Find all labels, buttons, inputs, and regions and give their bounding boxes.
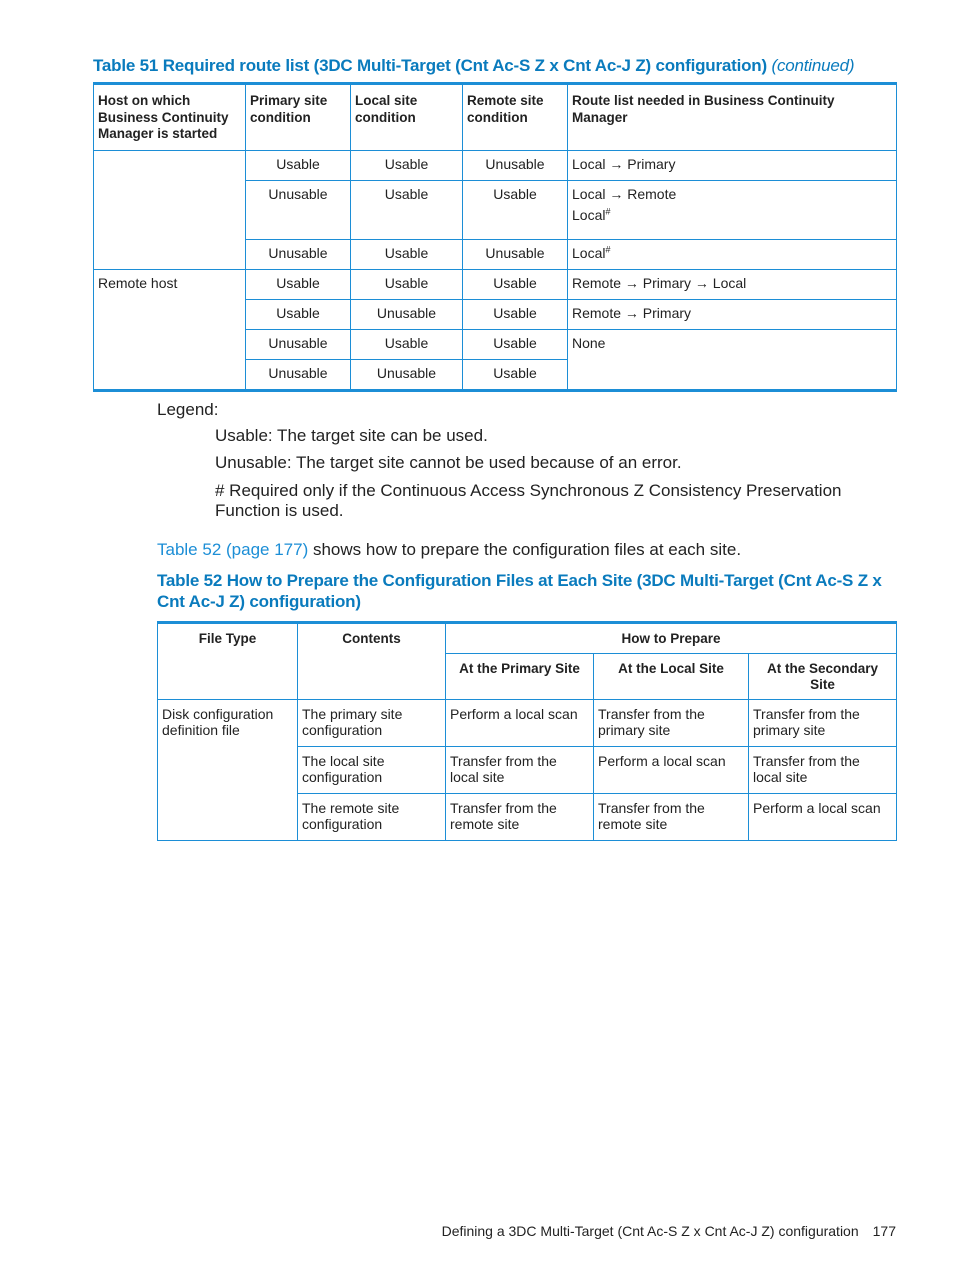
secondary-site-cell: Transfer from the primary site xyxy=(749,699,897,746)
prepare-config-table xyxy=(157,621,897,841)
header-route: Route list needed in Business Continuity Manager xyxy=(568,84,897,151)
local-cell: Usable xyxy=(351,270,463,300)
secondary-site-cell: Perform a local scan xyxy=(749,793,897,840)
local-cell: Usable xyxy=(351,151,463,181)
remote-cell: Usable xyxy=(463,360,568,391)
local-cell: Usable xyxy=(351,240,463,270)
local-site-cell: Transfer from the primary site xyxy=(594,699,749,746)
contents-cell: The remote site configuration xyxy=(298,793,446,840)
legend-unusable: Unusable: The target site cannot be used because of an error. xyxy=(215,453,682,472)
remote-cell: Usable xyxy=(463,270,568,300)
route-cell xyxy=(568,181,897,240)
route-line xyxy=(572,207,892,224)
footnote-mark: # xyxy=(605,244,611,255)
remote-cell: Usable xyxy=(463,300,568,330)
remote-cell: Unusable xyxy=(463,240,568,270)
header-local-site: At the Local Site xyxy=(594,653,749,699)
host-cell: Remote host xyxy=(94,270,246,391)
local-site-cell: Transfer from the remote site xyxy=(594,793,749,840)
route-list-table xyxy=(93,82,897,392)
header-primary-site: At the Primary Site xyxy=(446,653,594,699)
legend-title: Legend: xyxy=(157,400,219,419)
route-cell: Remote → Primary → Local xyxy=(568,270,897,300)
primary-cell: Unusable xyxy=(246,330,351,360)
file-type-cell: Disk configuration definition file xyxy=(158,699,298,840)
primary-cell: Usable xyxy=(246,300,351,330)
intro-paragraph xyxy=(157,540,741,560)
table-row xyxy=(94,270,897,300)
local-cell: Unusable xyxy=(351,360,463,391)
header-secondary-site: At the Secondary Site xyxy=(749,653,897,699)
table51-caption xyxy=(93,55,893,76)
primary-cell: Unusable xyxy=(246,181,351,240)
table-header-row xyxy=(158,623,897,654)
contents-cell: The local site configuration xyxy=(298,746,446,793)
page-footer xyxy=(442,1223,896,1239)
primary-site-cell: Perform a local scan xyxy=(446,699,594,746)
table-row xyxy=(94,151,897,181)
header-file-type: File Type xyxy=(158,623,298,700)
secondary-site-cell: Transfer from the local site xyxy=(749,746,897,793)
local-cell: Usable xyxy=(351,181,463,240)
primary-site-cell: Transfer from the remote site xyxy=(446,793,594,840)
legend-usable: Usable: The target site can be used. xyxy=(215,426,488,445)
page-number: 177 xyxy=(872,1223,896,1239)
table-row xyxy=(158,699,897,746)
primary-site-cell: Transfer from the local site xyxy=(446,746,594,793)
header-remote: Remote site condition xyxy=(463,84,568,151)
table51-caption-text: Table 51 Required route list (3DC Multi-Target (Cnt Ac-S Z x Cnt Ac-J Z) configuration) xyxy=(93,56,767,75)
header-host: Host on which Business Continuity Manager is started xyxy=(94,84,246,151)
legend-note: # Required only if the Continuous Access Synchronous Z Consistency Preservation Function is used. xyxy=(215,481,842,520)
primary-cell: Usable xyxy=(246,270,351,300)
header-contents: Contents xyxy=(298,623,446,700)
table52-link[interactable]: Table 52 (page 177) xyxy=(157,540,309,559)
header-local: Local site condition xyxy=(351,84,463,151)
header-how-to-prepare: How to Prepare xyxy=(446,623,897,654)
route-text: Local xyxy=(572,206,606,223)
primary-cell: Unusable xyxy=(246,360,351,391)
host-cell xyxy=(94,151,246,270)
primary-cell: Unusable xyxy=(246,240,351,270)
remote-cell: Usable xyxy=(463,181,568,240)
route-cell: Local → Primary xyxy=(568,151,897,181)
remote-cell: Unusable xyxy=(463,151,568,181)
remote-cell: Usable xyxy=(463,330,568,360)
header-primary: Primary site condition xyxy=(246,84,351,151)
table51-caption-suffix: (continued) xyxy=(771,56,855,75)
table52-caption: Table 52 How to Prepare the Configuration Files at Each Site (3DC Multi-Target (Cnt Ac-S Z x Cnt Ac-J Z) configuration) xyxy=(157,571,882,611)
intro-text: shows how to prepare the configuration files at each site. xyxy=(308,540,742,559)
route-cell: Remote → Primary xyxy=(568,300,897,330)
route-cell xyxy=(568,240,897,270)
route-text: Local xyxy=(572,245,606,261)
footnote-mark: # xyxy=(605,205,611,216)
local-site-cell: Perform a local scan xyxy=(594,746,749,793)
primary-cell: Usable xyxy=(246,151,351,181)
route-line: Local → Remote xyxy=(572,186,677,202)
local-cell: Unusable xyxy=(351,300,463,330)
contents-cell: The primary site configuration xyxy=(298,699,446,746)
footer-text: Defining a 3DC Multi-Target (Cnt Ac-S Z x Cnt Ac-J Z) configuration xyxy=(441,1223,859,1239)
route-cell: None xyxy=(568,330,897,391)
table-header-row xyxy=(94,84,897,151)
local-cell: Usable xyxy=(351,330,463,360)
